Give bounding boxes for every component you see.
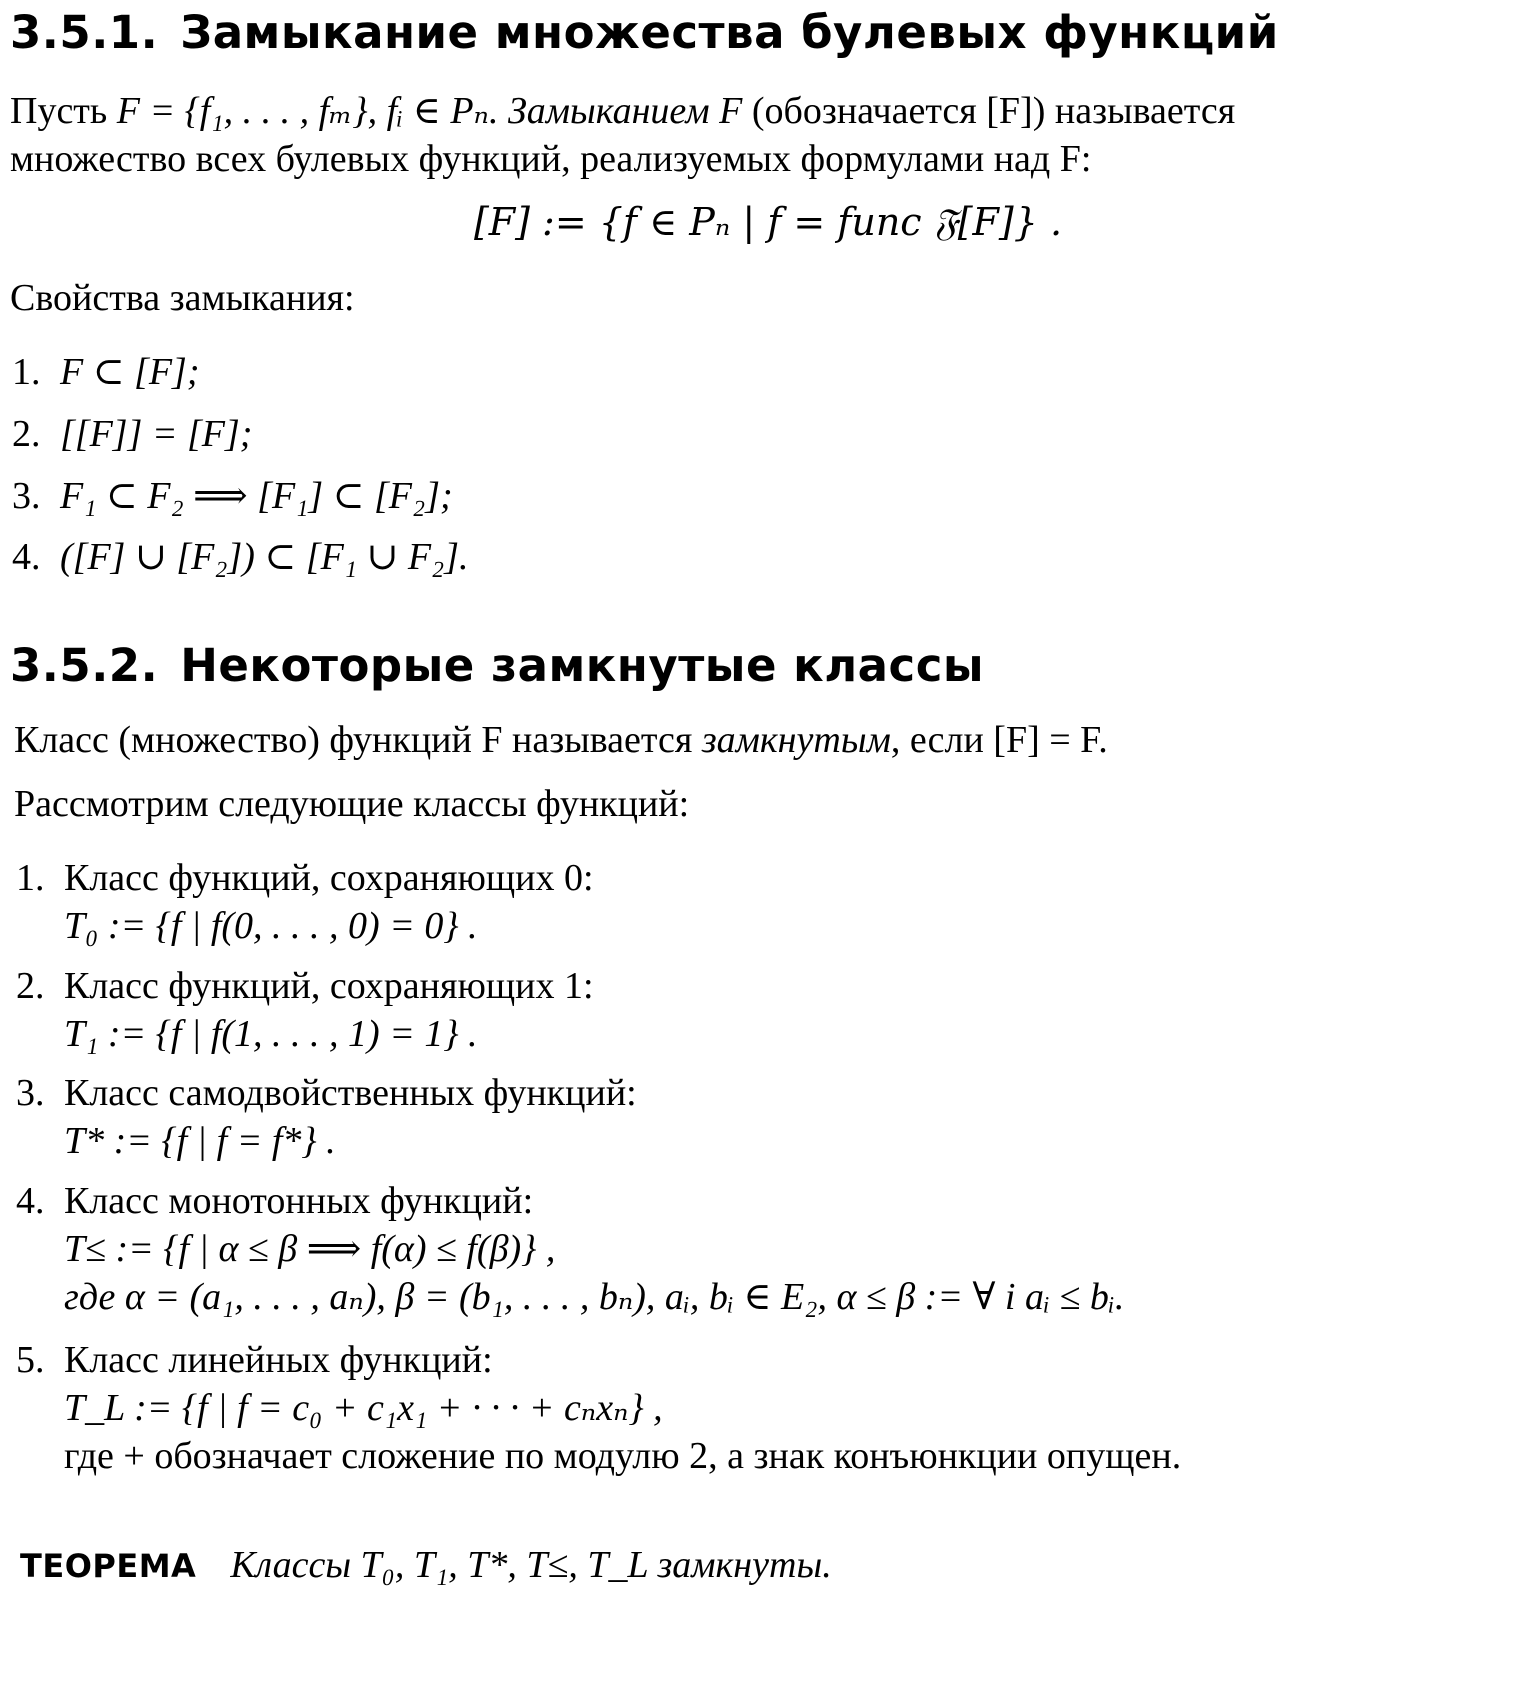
- property-number: 1.: [12, 351, 41, 393]
- theorem-label: ТЕОРЕМА: [20, 1547, 197, 1585]
- class-formula-text: T≤ := {f | α ≤ β ⟹ f(α) ≤ f(β)} ,: [64, 1228, 556, 1270]
- intro-var-F: F: [719, 90, 743, 132]
- class-note-text: где α = (a₁, . . . , aₙ), β = (b₁, . . . , bₙ), aᵢ, bᵢ ∈ E₂, α ≤ β := ∀ i aᵢ ≤ bᵢ.: [64, 1276, 1125, 1318]
- class-formula: [64, 1011, 478, 1057]
- property-item: [12, 349, 200, 395]
- closed-term: замкнутым: [701, 719, 891, 761]
- section-title: Некоторые замкнутые классы: [180, 639, 985, 692]
- class-item-label: [16, 1070, 637, 1116]
- section-number: 3.5.1.: [10, 6, 159, 59]
- class-number: 1.: [16, 857, 45, 899]
- property-formula: [[F]] = [F];: [60, 413, 253, 455]
- section-heading-3-5-2: [10, 638, 984, 694]
- theorem: [20, 1542, 832, 1589]
- intro-set-definition: F = {f₁, . . . , fₘ}, fᵢ ∈ Pₙ.: [116, 90, 499, 132]
- class-item-label: [16, 1178, 533, 1224]
- property-number: 3.: [12, 475, 41, 517]
- classes-intro: Рассмотрим следующие классы функций:: [14, 783, 690, 825]
- class-label: Класс функций, сохраняющих 0:: [64, 857, 594, 899]
- property-formula: F₁ ⊂ F₂ ⟹ [F₁] ⊂ [F₂];: [60, 475, 453, 517]
- property-item: [12, 473, 453, 519]
- intro-word: Пусть: [10, 90, 108, 132]
- class-item-label: [16, 1337, 493, 1383]
- class-number: 2.: [16, 965, 45, 1007]
- closure-term: Замыканием: [507, 90, 710, 132]
- section-number: 3.5.2.: [10, 639, 159, 692]
- class-number: 4.: [16, 1180, 45, 1222]
- closure-formula-text: [F] := {f ∈ Pₙ | f = func 𝔉[F]} .: [473, 200, 1063, 244]
- property-number: 2.: [12, 413, 41, 455]
- property-item: [12, 411, 252, 457]
- class-number: 5.: [16, 1339, 45, 1381]
- properties-heading: Свойства замыкания:: [10, 277, 355, 319]
- class-label: Класс функций, сохраняющих 1:: [64, 965, 594, 1007]
- class-formula: [64, 903, 478, 949]
- class-label: Класс самодвойственных функций:: [64, 1072, 637, 1114]
- theorem-statement: Классы T₀, T₁, T*, T≤, T_L замкнуты.: [230, 1544, 832, 1586]
- class-formula-text: T_L := {f | f = c₀ + c₁x₁ + · · · + cₙxₙ} ,: [64, 1387, 663, 1429]
- section-heading-3-5-1: [10, 5, 1279, 61]
- definition-after: , если [F] = F.: [890, 719, 1108, 761]
- definition-before: Класс (множество) функций F называется: [14, 719, 693, 761]
- closure-intro-line-2: множество всех булевых функций, реализуемых формулами над F:: [10, 138, 1092, 180]
- class-label: Класс линейных функций:: [64, 1339, 493, 1381]
- property-number: 4.: [12, 536, 41, 578]
- class-formula: [64, 1226, 555, 1272]
- class-formula: [64, 1385, 663, 1431]
- class-formula-text: T* := {f | f = f*} .: [64, 1120, 336, 1162]
- property-item: [12, 534, 469, 580]
- class-label: Класс монотонных функций:: [64, 1180, 534, 1222]
- closure-formula: [0, 199, 1536, 246]
- property-formula: ([F] ∪ [F₂]) ⊂ [F₁ ∪ F₂].: [60, 536, 469, 578]
- class-note: [64, 1274, 1124, 1320]
- closure-intro-line-1: [10, 88, 1235, 134]
- class-formula-text: T₀ := {f | f(0, . . . , 0) = 0} .: [64, 905, 478, 947]
- class-note-text: где + обозначает сложение по модулю 2, а знак конъюнкции опущен.: [64, 1435, 1182, 1477]
- class-note: [64, 1433, 1181, 1479]
- class-number: 3.: [16, 1072, 45, 1114]
- intro-notation: (обозначается [F]) называется: [751, 90, 1236, 132]
- class-item-label: [16, 855, 594, 901]
- class-formula-text: T₁ := {f | f(1, . . . , 1) = 1} .: [64, 1013, 478, 1055]
- property-formula: F ⊂ [F];: [60, 351, 200, 393]
- closed-class-definition: [14, 717, 1108, 763]
- class-formula: [64, 1118, 336, 1164]
- section-title: Замыкание множества булевых функций: [180, 6, 1279, 59]
- class-item-label: [16, 963, 594, 1009]
